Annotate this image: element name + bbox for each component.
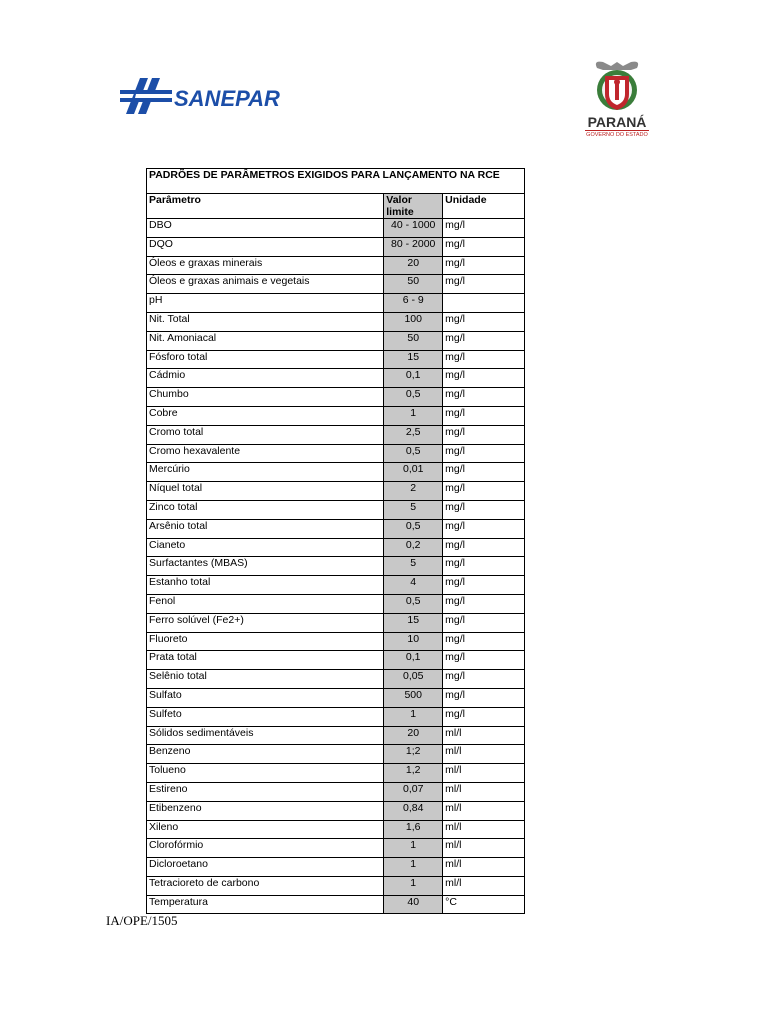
limit-value-cell: 0,2	[384, 538, 443, 557]
limit-value-cell: 40	[384, 895, 443, 914]
brand-name: SANEPAR	[174, 86, 280, 111]
limit-value-cell: 1;2	[384, 745, 443, 764]
parameter-cell: Sulfeto	[147, 707, 384, 726]
parameter-cell: Estanho total	[147, 576, 384, 595]
parameter-cell: Cianeto	[147, 538, 384, 557]
table-row	[147, 294, 525, 313]
parameter-cell: Clorofórmio	[147, 839, 384, 858]
unit-cell: °C	[443, 895, 525, 914]
table-row	[147, 500, 525, 519]
unit-cell: mg/l	[443, 519, 525, 538]
unit-cell: mg/l	[443, 350, 525, 369]
parameter-cell: DBO	[147, 219, 384, 238]
table-row	[147, 369, 525, 388]
parameter-cell: Cromo hexavalente	[147, 444, 384, 463]
limit-value-cell: 0,84	[384, 801, 443, 820]
unit-cell: ml/l	[443, 858, 525, 877]
table-row	[147, 801, 525, 820]
limit-value-cell: 10	[384, 632, 443, 651]
unit-cell: mg/l	[443, 463, 525, 482]
government-label: GOVERNO DO ESTADO	[586, 132, 648, 138]
unit-cell: mg/l	[443, 576, 525, 595]
unit-cell: mg/l	[443, 613, 525, 632]
limit-value-cell: 15	[384, 350, 443, 369]
parameter-cell: Sulfato	[147, 688, 384, 707]
parameter-cell: Óleos e graxas animais e vegetais	[147, 275, 384, 294]
limit-value-cell: 100	[384, 312, 443, 331]
table-row	[147, 463, 525, 482]
parameter-cell: Temperatura	[147, 895, 384, 914]
parameter-cell: Sólidos sedimentáveis	[147, 726, 384, 745]
unit-cell: mg/l	[443, 594, 525, 613]
unit-cell: mg/l	[443, 670, 525, 689]
table-row	[147, 256, 525, 275]
limit-value-cell: 0,5	[384, 519, 443, 538]
parameter-cell: DQO	[147, 237, 384, 256]
table-row	[147, 538, 525, 557]
table-row	[147, 576, 525, 595]
table-row	[147, 688, 525, 707]
parameter-cell: Nit. Amoniacal	[147, 331, 384, 350]
table-row	[147, 482, 525, 501]
unit-cell: mg/l	[443, 219, 525, 238]
table-row	[147, 632, 525, 651]
table-row	[147, 557, 525, 576]
limit-value-cell: 1	[384, 406, 443, 425]
column-header-limit-value: Valor limite	[384, 194, 443, 219]
limit-value-cell: 50	[384, 331, 443, 350]
table-row	[147, 764, 525, 783]
parameter-cell: Surfactantes (MBAS)	[147, 557, 384, 576]
unit-cell: mg/l	[443, 632, 525, 651]
limit-value-cell: 1,2	[384, 764, 443, 783]
parameter-cell: Xileno	[147, 820, 384, 839]
limit-value-cell: 20	[384, 726, 443, 745]
parameters-table	[146, 168, 525, 914]
table-row	[147, 350, 525, 369]
table-row	[147, 444, 525, 463]
table-row	[147, 876, 525, 895]
limit-value-cell: 1	[384, 839, 443, 858]
table-row	[147, 707, 525, 726]
table-row	[147, 388, 525, 407]
unit-cell: mg/l	[443, 500, 525, 519]
limit-value-cell: 80 - 2000	[384, 237, 443, 256]
table-row	[147, 745, 525, 764]
table-row	[147, 425, 525, 444]
unit-cell: mg/l	[443, 707, 525, 726]
unit-cell: mg/l	[443, 388, 525, 407]
parameter-cell: Nit. Total	[147, 312, 384, 331]
parameter-cell: Tolueno	[147, 764, 384, 783]
document-code: IA/OPE/1505	[106, 913, 178, 928]
parameter-cell: Ferro solúvel (Fe2+)	[147, 613, 384, 632]
parameter-cell: Benzeno	[147, 745, 384, 764]
unit-cell: mg/l	[443, 331, 525, 350]
limit-value-cell: 6 - 9	[384, 294, 443, 313]
table-row	[147, 519, 525, 538]
table-row	[147, 782, 525, 801]
unit-cell: ml/l	[443, 820, 525, 839]
parameter-cell: Cromo total	[147, 425, 384, 444]
limit-value-cell: 500	[384, 688, 443, 707]
parameter-cell: Estireno	[147, 782, 384, 801]
unit-cell: ml/l	[443, 726, 525, 745]
limit-value-cell: 0,1	[384, 651, 443, 670]
table-row	[147, 670, 525, 689]
parameter-cell: Dicloroetano	[147, 858, 384, 877]
unit-cell: mg/l	[443, 651, 525, 670]
unit-cell	[443, 294, 525, 313]
table-row	[147, 331, 525, 350]
parameter-cell: Fenol	[147, 594, 384, 613]
parameter-cell: Tetracioreto de carbono	[147, 876, 384, 895]
limit-value-cell: 0,5	[384, 444, 443, 463]
parana-coat-of-arms	[582, 58, 652, 142]
column-header-unit: Unidade	[443, 194, 525, 219]
parameter-cell: Fósforo total	[147, 350, 384, 369]
sanepar-logo-icon	[118, 76, 174, 116]
table-row	[147, 613, 525, 632]
unit-cell: mg/l	[443, 406, 525, 425]
limit-value-cell: 0,1	[384, 369, 443, 388]
unit-cell: mg/l	[443, 557, 525, 576]
state-name: PARANÁ	[587, 114, 647, 130]
table-row	[147, 275, 525, 294]
limit-value-cell: 2,5	[384, 425, 443, 444]
unit-cell: mg/l	[443, 237, 525, 256]
limit-value-cell: 0,5	[384, 388, 443, 407]
unit-cell: mg/l	[443, 256, 525, 275]
table-row	[147, 895, 525, 914]
unit-cell: ml/l	[443, 876, 525, 895]
limit-value-cell: 1,6	[384, 820, 443, 839]
limit-value-cell: 1	[384, 707, 443, 726]
parameter-cell: Chumbo	[147, 388, 384, 407]
table-row	[147, 406, 525, 425]
unit-cell: mg/l	[443, 538, 525, 557]
parameter-cell: Níquel total	[147, 482, 384, 501]
unit-cell: mg/l	[443, 444, 525, 463]
table-row	[147, 237, 525, 256]
unit-cell: mg/l	[443, 312, 525, 331]
column-header-parameter: Parâmetro	[147, 194, 384, 219]
parameter-cell: Fluoreto	[147, 632, 384, 651]
limit-value-cell: 1	[384, 858, 443, 877]
table-row	[147, 858, 525, 877]
limit-value-cell: 50	[384, 275, 443, 294]
parameter-cell: pH	[147, 294, 384, 313]
table-row	[147, 726, 525, 745]
unit-cell: mg/l	[443, 275, 525, 294]
limit-value-cell: 1	[384, 876, 443, 895]
parameter-cell: Cobre	[147, 406, 384, 425]
table-row	[147, 312, 525, 331]
parameter-cell: Prata total	[147, 651, 384, 670]
limit-value-cell: 0,07	[384, 782, 443, 801]
limit-value-cell: 0,5	[384, 594, 443, 613]
limit-value-cell: 15	[384, 613, 443, 632]
table-row	[147, 839, 525, 858]
limit-value-cell: 40 - 1000	[384, 219, 443, 238]
parameter-cell: Mercúrio	[147, 463, 384, 482]
unit-cell: ml/l	[443, 839, 525, 858]
table-title: PADRÕES DE PARÂMETROS EXIGIDOS PARA LANÇAMENTO NA RCE	[147, 169, 525, 194]
unit-cell: mg/l	[443, 425, 525, 444]
unit-cell: mg/l	[443, 482, 525, 501]
unit-cell: ml/l	[443, 764, 525, 783]
unit-cell: ml/l	[443, 782, 525, 801]
limit-value-cell: 5	[384, 500, 443, 519]
table-row	[147, 820, 525, 839]
parameter-cell: Óleos e graxas minerais	[147, 256, 384, 275]
parameter-cell: Etibenzeno	[147, 801, 384, 820]
parameter-cell: Arsênio total	[147, 519, 384, 538]
unit-cell: ml/l	[443, 801, 525, 820]
limit-value-cell: 0,01	[384, 463, 443, 482]
limit-value-cell: 5	[384, 557, 443, 576]
limit-value-cell: 20	[384, 256, 443, 275]
coat-of-arms-icon	[591, 58, 643, 114]
table-row	[147, 651, 525, 670]
parameter-cell: Selênio total	[147, 670, 384, 689]
limit-value-cell: 0,05	[384, 670, 443, 689]
sanepar-logo	[118, 76, 288, 120]
limit-value-cell: 4	[384, 576, 443, 595]
table-body	[147, 219, 525, 914]
unit-cell: mg/l	[443, 688, 525, 707]
unit-cell: ml/l	[443, 745, 525, 764]
limit-value-cell: 2	[384, 482, 443, 501]
table-row	[147, 219, 525, 238]
table-row	[147, 594, 525, 613]
parameter-cell: Cádmio	[147, 369, 384, 388]
unit-cell: mg/l	[443, 369, 525, 388]
parameter-cell: Zinco total	[147, 500, 384, 519]
